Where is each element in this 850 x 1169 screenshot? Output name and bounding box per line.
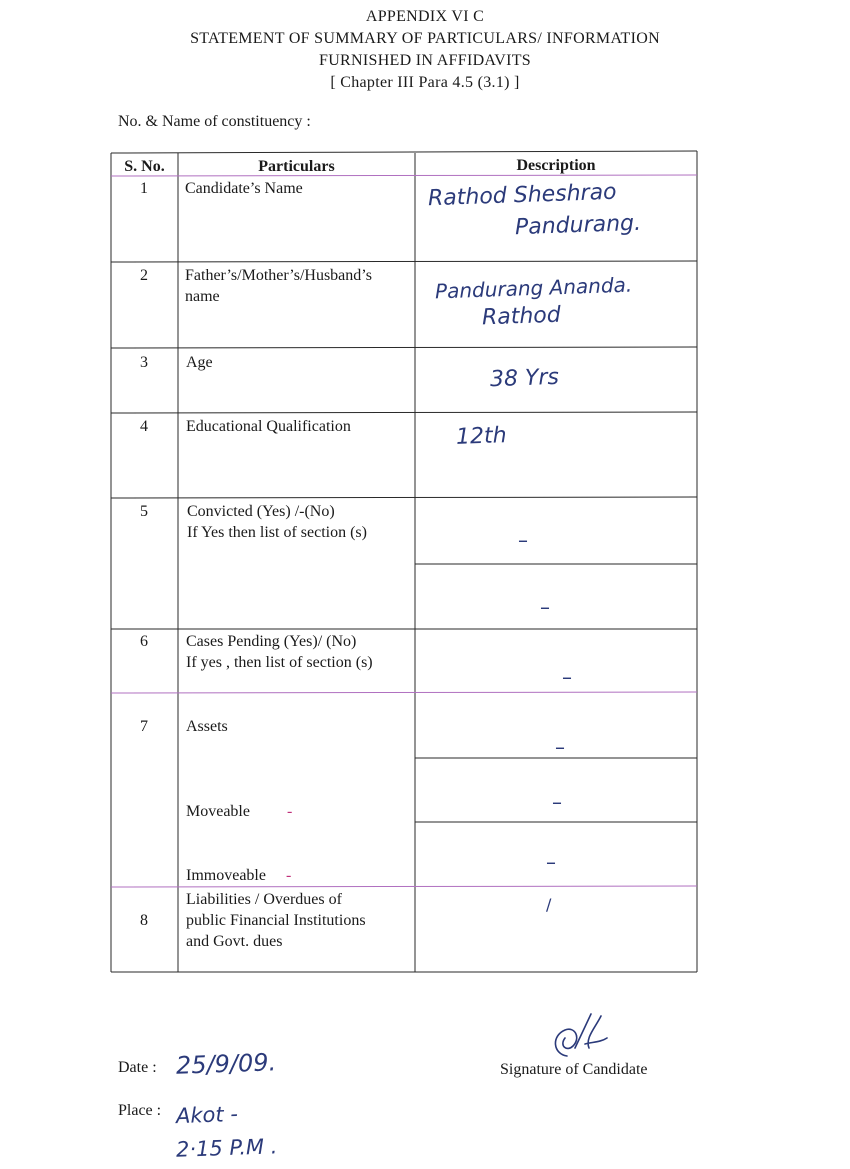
row-7-immoveable-dash: - (286, 867, 292, 884)
header-description: Description (516, 157, 596, 174)
appendix-title: APPENDIX VI C (365, 8, 485, 25)
header-particulars: Particulars (258, 158, 335, 175)
row-4-label: Educational Qualification (186, 418, 351, 435)
row-7-immoveable-value: – (546, 850, 556, 874)
statement-title: STATEMENT OF SUMMARY OF PARTICULARS/ INFORMATION (190, 30, 660, 47)
row-3-age-value: 38 Yrs (489, 364, 560, 393)
row-3-label: Age (186, 354, 213, 371)
row-6-label-line1: Cases Pending (Yes)/ (No) (186, 633, 357, 650)
candidate-signature-mark (545, 1008, 615, 1068)
chapter-reference: [ Chapter III Para 4.5 (3.1) ] (330, 74, 520, 91)
signature-label: Signature of Candidate (500, 1061, 648, 1078)
row-8-label-line3: and Govt. dues (186, 933, 283, 950)
row-6-sno: 6 (140, 633, 148, 650)
row-7-moveable-label: Moveable (186, 803, 250, 820)
row-4-sno: 4 (140, 418, 148, 435)
row-8-label-line2: public Financial Institutions (186, 912, 366, 929)
row-2-parent-name-line1: Pandurang Ananda. (434, 272, 633, 304)
row-7-moveable-value: – (552, 790, 562, 814)
row-1-candidate-name-line2: Pandurang. (514, 210, 642, 241)
row-1-label: Candidate’s Name (185, 180, 303, 197)
place-value: Akot - (175, 1101, 239, 1129)
row-7-moveable-dash: - (287, 803, 293, 820)
row-4-education-value: 12th (455, 423, 507, 450)
row-7-label: Assets (186, 718, 228, 735)
row-2-sno: 2 (140, 267, 148, 284)
header-sno: S. No. (124, 158, 165, 175)
row-5-label-line2: If Yes then list of section (s) (187, 524, 367, 541)
constituency-label: No. & Name of constituency : (118, 113, 311, 130)
row-5-sections-value: – (540, 595, 550, 619)
row-5-convicted-value: – (518, 528, 528, 552)
statement-subtitle: FURNISHED IN AFFIDAVITS (319, 52, 531, 69)
row-5-label-line1: Convicted (Yes) /-(No) (187, 503, 335, 520)
row-3-sno: 3 (140, 354, 148, 371)
row-5-sno: 5 (140, 503, 148, 520)
row-8-sno: 8 (140, 912, 148, 929)
date-label: Date : (118, 1059, 157, 1076)
row-8-liabilities-value: / (546, 895, 552, 914)
row-2-parent-name-line2: Rathod (481, 302, 562, 331)
row-7-sno: 7 (140, 718, 148, 735)
row-6-cases-value: – (562, 665, 572, 689)
time-value: 2·15 P.M . (175, 1134, 278, 1162)
date-value: 25/9/09. (175, 1048, 277, 1080)
row-8-label-line1: Liabilities / Overdues of (186, 891, 342, 908)
row-6-label-line2: If yes , then list of section (s) (186, 654, 373, 671)
row-7-immoveable-label: Immoveable (186, 867, 266, 884)
row-1-candidate-name-line1: Rathod Sheshrao (427, 179, 617, 212)
row-1-sno: 1 (140, 180, 148, 197)
row-2-label-line1: Father’s/Mother’s/Husband’s (185, 267, 372, 284)
row-2-label-line2: name (185, 288, 220, 305)
place-label: Place : (118, 1102, 162, 1119)
row-7-assets-value: – (555, 735, 565, 759)
